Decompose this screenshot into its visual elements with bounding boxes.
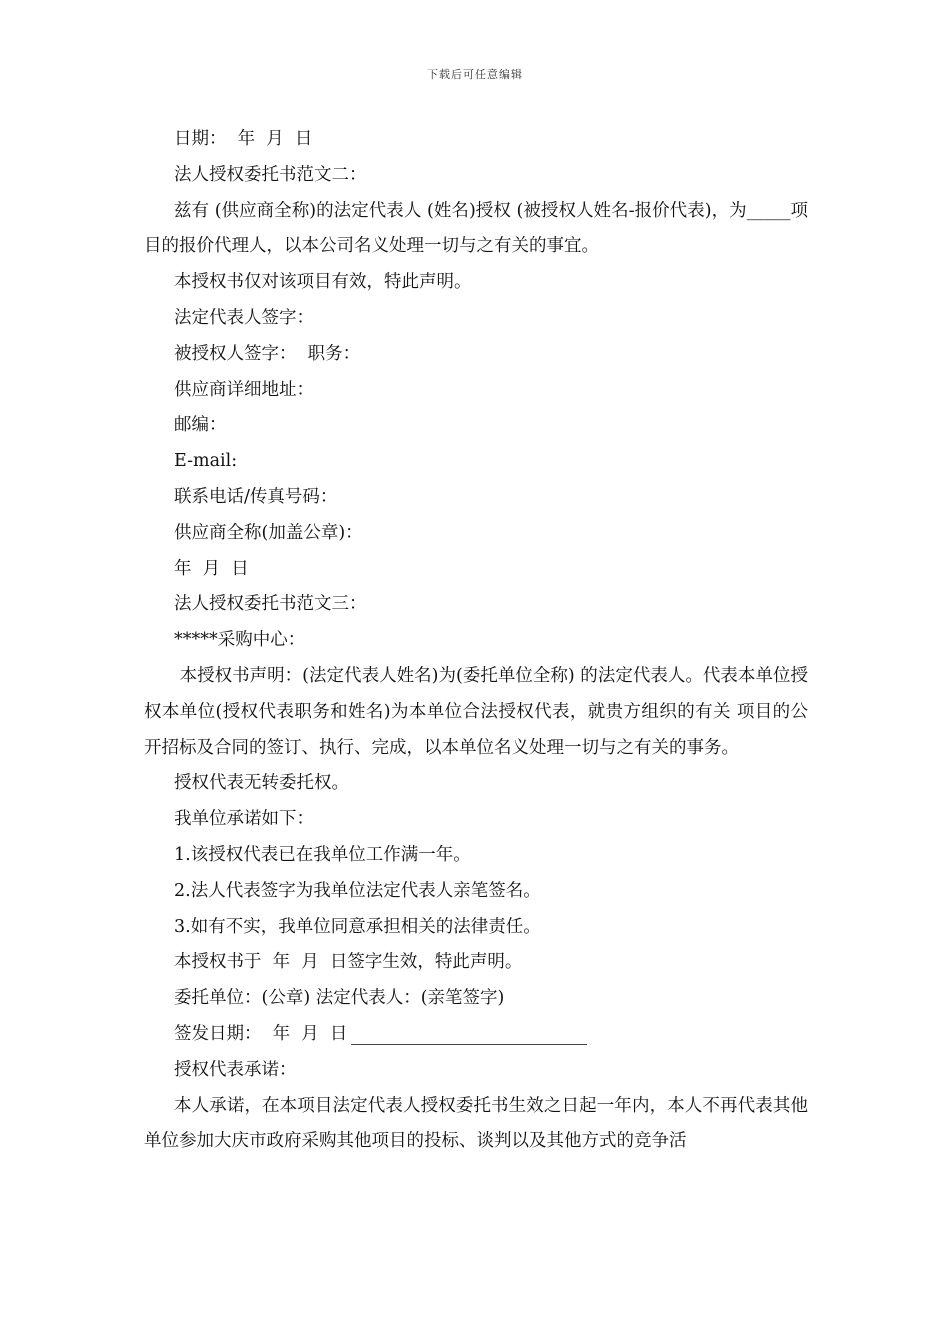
- page-header: 下载后可任意编辑: [427, 68, 523, 81]
- document-body: [144, 122, 808, 1160]
- representative-commitment-heading: 授权代表承诺：: [174, 1059, 297, 1080]
- email-field: E-mail:: [174, 451, 238, 472]
- declaration-paragraph: 本授权书声明：(法定代表人姓名)为(委托单位全称) 的法定代表人。代表本单位授权本单位(授权代表职务和姓名)为本单位合法授权代表，就贵方组织的有关 项目的公开招标及合同的签订、执行、完成，以本单位名义处理一切与之有关的事务。: [144, 665, 808, 758]
- section-title-three: 法人授权委托书范文三：: [174, 594, 367, 615]
- authorization-paragraph: 兹有 (供应商全称)的法定代表人 (姓名)授权 (被授权人姓名-报价代表)，为_____项目的报价代理人，以本公司名义处理一切与之有关的事宜。: [144, 200, 808, 257]
- section-title-two: 法人授权委托书范文二：: [174, 164, 367, 185]
- signature-underline: [351, 1024, 587, 1045]
- commitment-item-2: 2.法人代表签字为我单位法定代表人亲笔签名。: [174, 880, 541, 901]
- representative-commitment-paragraph: 本人承诺，在本项目法定代表人授权委托书生效之日起一年内，本人不再代表其他单位参加大庆市政府采购其他项目的投标、谈判以及其他方式的竞争活: [144, 1095, 808, 1152]
- legal-rep-signature-field: 法定代表人签字：: [174, 307, 314, 328]
- effective-statement: 本授权书于 年 月 日签字生效，特此声明。: [174, 952, 523, 973]
- commitments-heading: 我单位承诺如下：: [174, 809, 314, 830]
- commitment-item-3: 3.如有不实，我单位同意承担相关的法律责任。: [174, 916, 541, 937]
- commitment-item-1: 1.该授权代表已在我单位工作满一年。: [174, 844, 471, 865]
- issue-date-text: 签发日期： 年 月 日: [174, 1023, 348, 1044]
- postal-code-field: 邮编：: [174, 415, 227, 436]
- date-line: 日期： 年 月 日: [174, 129, 313, 149]
- authorized-person-signature-field: 被授权人签字： 职务：: [174, 343, 361, 364]
- no-subdelegation-line: 授权代表无转委托权。: [174, 773, 349, 794]
- date-line-two: 年 月 日: [174, 558, 249, 579]
- phone-fax-field: 联系电话/传真号码：: [174, 486, 338, 507]
- validity-statement: 本授权书仅对该项目有效，特此声明。: [174, 272, 472, 293]
- issue-date-line: [144, 1017, 808, 1053]
- entrusting-unit-line: 委托单位：(公章) 法定代表人：(亲笔签字): [174, 988, 505, 1009]
- supplier-name-seal-field: 供应商全称(加盖公章)：: [174, 522, 363, 543]
- addressee-line: *****采购中心：: [174, 630, 306, 651]
- supplier-address-field: 供应商详细地址：: [174, 379, 314, 400]
